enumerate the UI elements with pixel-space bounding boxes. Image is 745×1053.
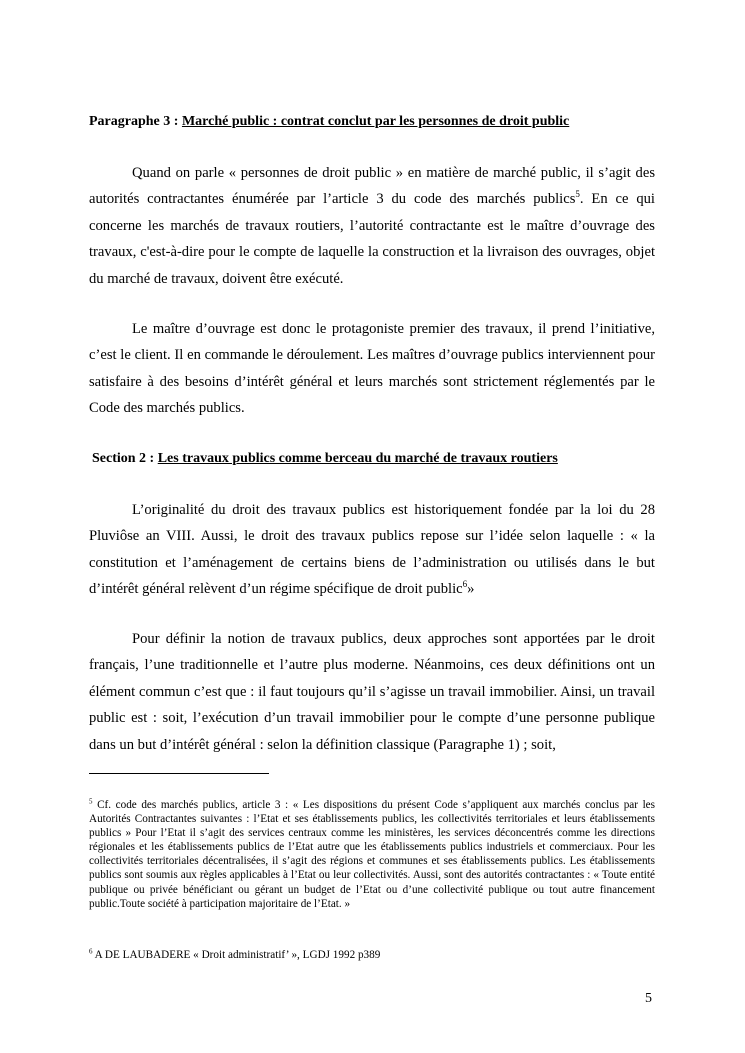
section2-heading [92,451,662,467]
paragraph1-text-after: . En ce qui concerne les marchés de travaux routiers, l’autorité contractante est le maître d’ouvrage des travaux, c'est-à-dire pour le compte de laquelle la construction et la livraison des ouvrages, objet du marché de travaux, doivent être exécuté. [89,191,655,287]
paragraph3-heading-title: Marché public : contrat conclut par les personnes de droit public [181,114,570,129]
paragraph3-text-after: » [467,581,475,598]
paragraph3-heading-label: Paragraphe 3 : [89,114,182,129]
section2-heading-label: Section 2 : [92,451,158,466]
body-paragraph-4: Pour définir la notion de travaux publics, deux approches sont apportées par le droit français, l’une traditionnelle et l’autre plus moderne. Néanmoins, ces deux définitions ont un élément commun c’est que : il faut toujours qu’il s’agisse un travail immobilier. Ainsi, un travail public est : soit, l’exécution d’un travail immobilier pour le compte d’une personne publique dans un but d’intérêt général : selon la définition classique (Paragraphe 1) ; soit, [89,631,655,753]
paragraph3-heading [89,114,659,130]
footnote-separator [89,773,269,774]
footnote-6-number: 6 [89,947,93,956]
footnote-ref-5[interactable]: 5 [575,189,580,200]
page-number: 5 [645,991,652,1006]
section2-heading-title: Les travaux publics comme berceau du marché de travaux routiers [157,451,558,466]
footnote-ref-6[interactable]: 6 [462,579,468,590]
paragraph3-text-before: L’originalité du droit des travaux publics est historiquement fondée par la loi du 28 Pluviôse an VIII. Aussi, le droit des travaux publics repose sur l’idée selon laquelle : « la constitution et l’aménagement de certains biens de l’administration ou utilisés dans le but d’intérêt général relèvent d’un régime spécifique de droit public [89,502,655,598]
body-paragraph-3 [89,497,655,603]
footnote-6 [89,948,655,962]
footnote-6-text: A DE LAUBADERE « Droit administratif’ », LGDJ 1992 p389 [92,949,381,961]
body-paragraph-2: Le maître d’ouvrage est donc le protagoniste premier des travaux, il prend l’initiative, c’est le client. Il en commande le déroulement. Les maîtres d’ouvrage publics interviennent pour satisfaire à des besoins d’intérêt général et leurs marchés sont strictement réglementés par le Code des marchés publics. [89,321,655,417]
footnote-5-number: 5 [89,797,93,806]
footnote-5 [89,798,655,911]
body-paragraph-1 [89,160,655,292]
footnote-5-text: Cf. code des marchés publics, article 3 : « Les dispositions du présent Code s’appliquent aux marchés conclus par les Autorités Contractantes suivantes : l’Etat et ses établissements publics, les collectivités territoriales et leurs établissements publics » Pour l’Etat il s’agit des services centraux comme les ministères, les services déconcentrés comme les directions régionales et les établissements publics de l’Etat autre que les établissements publics industriels et commerciaux. Pour les collectivités territoriales décentralisées, il s’agit des régions et communes et ses établissements publics. Les établissements publics sont soumis aux règles applicables à l’Etat ou leur collectivités. Aussi, sont des autorités contractantes : « Toute entité publique ou privée bénéficiant ou gérant un budget de l’Etat ou d’une collectivité publique ou tout autre financement public.Toute société à participation majoritaire de l’Etat. » [89,799,655,910]
paragraph1-text-before: Quand on parle « personnes de droit public » en matière de marché public, il s’agit des autorités contractantes énumérée par l’article 3 du code des marchés publics [89,165,655,208]
